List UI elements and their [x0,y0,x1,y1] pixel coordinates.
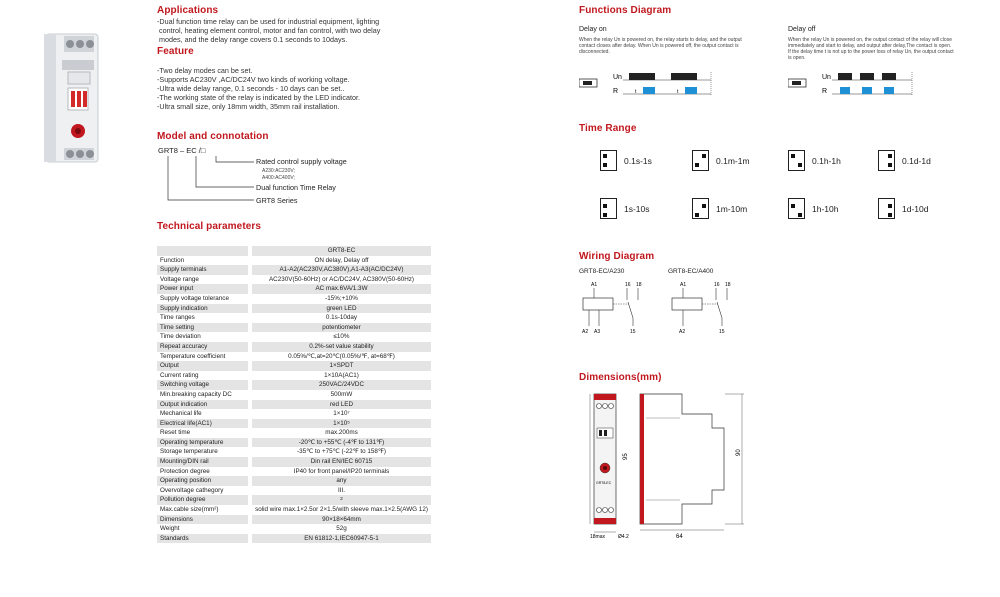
param-name: Supply terminals [157,265,250,275]
table-header-value: GRT8-EC [250,246,431,256]
delay-off-un-label: Un [822,74,831,81]
param-name: Electrical life(AC1) [157,419,250,429]
table-row [157,323,431,333]
param-value: -15%;+10% [250,294,431,304]
param-value: EN 61812-1,IEC60947-5-1 [250,534,431,544]
param-value: ≤10% [250,332,431,342]
switch-dot [798,163,802,167]
table-row [157,428,431,438]
param-name: Storage temperature [157,447,250,457]
table-row [157,438,431,448]
param-value: max.200ms [250,428,431,438]
param-value: red LED [250,400,431,410]
switch-dot [603,204,607,208]
param-value: 0.2%-set value stability [250,342,431,352]
dim-d42: Ø4.2 [618,534,629,540]
time-range-switch-icon [600,198,617,219]
param-name: Weight [157,524,250,534]
param-value: Din rail EN/IEC 60715 [250,457,431,467]
param-name: Output [157,361,250,371]
time-range-switch-icon [600,150,617,171]
delay-on-diagram [579,70,714,98]
table-header-row [157,246,431,256]
table-row [157,400,431,410]
param-value: 90×18×64mm [250,515,431,525]
switch-dot [695,213,699,217]
param-name: Max.cable size(mm²) [157,505,250,515]
param-name: Mechanical life [157,409,250,419]
param-name: Voltage range [157,275,250,285]
dim-h95: 95 [623,453,629,460]
tech-table [157,246,431,543]
param-name: Min.breaking capacity DC [157,390,250,400]
dimensions-drawing [582,388,752,540]
table-row [157,332,431,342]
tech-heading: Technical parameters [157,221,262,232]
table-row [157,419,431,429]
table-row [157,457,431,467]
param-value: 250VAC/24VDC [250,380,431,390]
switch-dot [702,154,706,158]
delay-on-r-label: R [613,88,619,95]
param-value: 500mW [250,390,431,400]
time-range-label: 1m-10m [716,204,748,214]
applications-text: -Dual function time relay can be used for industrial equipment, lighting control, heating element control, motor and fan control, with two delay modes, and the delay range covers 0.1 seconds to 10days. [157,17,381,44]
switch-dot [888,213,892,217]
w1-15: 15 [630,329,636,335]
w2-a2: A2 [679,329,686,335]
table-row [157,284,431,294]
param-name: Temperature coefficient [157,352,250,362]
model-code-type: EC [186,146,197,155]
param-name: Function [157,256,250,266]
model-rated-label: Rated control supply voltage [256,157,347,166]
switch-dot [791,154,795,158]
switch-dot [888,163,892,167]
model-bracket-lines [158,154,258,206]
table-row [157,380,431,390]
model-series-label: GRT8 Series [256,196,298,205]
table-row [157,534,431,544]
param-value: 52g [250,524,431,534]
table-row [157,275,431,285]
w2-15: 15 [719,329,725,335]
param-name: Time setting [157,323,250,333]
table-row [157,476,431,486]
param-value: AC max.6VA/1.3W [250,284,431,294]
w1-a3: A3 [594,329,601,335]
switch-dot [603,154,607,158]
param-value: green LED [250,304,431,314]
param-name: Switching voltage [157,380,250,390]
time-range-label: 0.1m-1m [716,156,750,166]
time-range-switch-icon [788,198,805,219]
param-name: Operating temperature [157,438,250,448]
param-name: Repeat accuracy [157,342,250,352]
dim-front-label: GRT8-EC [596,481,612,485]
switch-dot [888,204,892,208]
model-heading: Model and connotation [157,131,269,142]
param-name: Supply indication [157,304,250,314]
time-range-switch-icon [788,150,805,171]
w1-16: 16 [625,282,631,288]
param-value: ON delay, Delay off [250,256,431,266]
w1-18: 18 [636,282,642,288]
time-range-label: 0.1d-1d [902,156,931,166]
param-name: Current rating [157,371,250,381]
switch-dot [702,204,706,208]
param-name: Time deviation [157,332,250,342]
param-value: AC230V(50-60Hz) or AC/DC24V, AC380V(50-60Hz) [250,275,431,285]
param-name: Dimensions [157,515,250,525]
delay-on-title: Delay on [579,26,607,33]
time-range-label: 1s-10s [624,204,650,214]
table-row [157,304,431,314]
table-row [157,371,431,381]
param-value: IP40 for front panel/IP20 terminals [250,467,431,477]
param-value: 2 [250,495,431,505]
param-name: Standards [157,534,250,544]
w2-18: 18 [725,282,731,288]
model-code-series: GRT8 [158,146,178,155]
feature-text: -Two delay modes can be set. -Supports AC230V ,AC/DC24V two kinds of working voltage. -Ultra wide delay range, 0.1 seconds - 10 days can be set.. -The working state of the relay is indicated by the LED indicator. -Ultra small size, only 18mm width, 35mm rail installation. [157,66,360,111]
w1-a1: A1 [591,282,598,288]
wiring-heading: Wiring Diagram [579,251,655,262]
w1-a2: A2 [582,329,589,335]
table-row [157,256,431,266]
table-row [157,447,431,457]
table-row [157,390,431,400]
time-range-heading: Time Range [579,123,637,134]
param-name: Pollution degree [157,495,250,505]
delay-off-diagram [788,70,918,98]
switch-dot [888,154,892,158]
model-code-voltage: /□ [198,146,206,155]
param-name: Operating position [157,476,250,486]
switch-dot [695,163,699,167]
time-range-switch-icon [878,150,895,171]
table-row [157,313,431,323]
table-row [157,265,431,275]
dimensions-heading: Dimensions(mm) [579,372,662,383]
table-row [157,294,431,304]
time-range-switch-icon [878,198,895,219]
product-photo [38,30,112,170]
param-value: 1×10A(AC1) [250,371,431,381]
param-value: III. [250,486,431,496]
table-row [157,515,431,525]
switch-dot [791,204,795,208]
time-range-label: 0.1h-1h [812,156,841,166]
delay-on-un-label: Un [613,74,622,81]
param-value: potentiometer [250,323,431,333]
param-value: 0.1s-10day [250,313,431,323]
param-name: Power input [157,284,250,294]
functions-heading: Functions Diagram [579,5,672,16]
time-range-switch-icon [692,198,709,219]
model-dual-label: Dual function Time Relay [256,183,336,192]
wiring-diagram-a230 [579,278,649,336]
param-value: solid wire max.1×2.5or 2×1.5/with sleeve max.1×2.5(AWG 12) [250,505,431,515]
param-value: -20℃ to +55℃ (-4℉ to 131℉) [250,438,431,448]
param-name: Mounting/DIN rail [157,457,250,467]
param-name: Time ranges [157,313,250,323]
dim-w18: 18max [590,534,606,540]
delay-off-desc: When the relay Un is powered on, the output contact of the relay will close immediately and start to delay, and output after delay,The contact is open. If the delay time t is not up to the power loss of relay Un, the output contact is open. [788,37,954,61]
time-range-label: 1d-10d [902,204,929,214]
delay-on-desc: When the relay Un is powered on, the relay starts to delay, and the output contact closes after delay. When Un is powered off, the output contact is disconnected. [579,37,742,55]
w2-a1: A1 [680,282,687,288]
param-name: Overvoltage cathegory [157,486,250,496]
wiring-model1: GRT8-EC/A230 [579,268,625,275]
table-row [157,342,431,352]
switch-dot [798,213,802,217]
param-value: any [250,476,431,486]
table-row [157,486,431,496]
dim-h90: 90 [736,449,742,456]
param-name: Protection degree [157,467,250,477]
model-code-sep: – [179,146,185,155]
param-value: A1-A2(AC230V,AC380V),A1-A3(AC/DC24V) [250,265,431,275]
model-rated-opt1: A230:AC230V; [262,168,295,174]
w2-16: 16 [714,282,720,288]
switch-dot [603,163,607,167]
time-range-label: 1h-10h [812,204,839,214]
table-row [157,352,431,362]
wiring-diagram-a400 [668,278,738,336]
wiring-model2: GRT8-EC/A400 [668,268,714,275]
param-value: -35℃ to +75℃ (-22℉ to 158℉) [250,447,431,457]
delay-off-r-label: R [822,88,828,95]
table-row [157,495,431,505]
param-value: 1×SPDT [250,361,431,371]
delay-off-title: Delay off [788,26,816,33]
switch-dot [603,213,607,217]
table-row [157,409,431,419]
delay-on-t2: t [677,89,679,95]
feature-heading: Feature [157,46,194,57]
delay-on-t1: t [635,89,637,95]
time-range-label: 0.1s-1s [624,156,652,166]
param-name: Reset time [157,428,250,438]
dim-w64: 64 [676,534,683,540]
applications-heading: Applications [157,5,219,16]
param-value: 1×10⁵ [250,419,431,429]
table-row [157,505,431,515]
param-name: Output indication [157,400,250,410]
table-row [157,524,431,534]
table-row [157,361,431,371]
param-value: 1×10⁷ [250,409,431,419]
param-value: 0.05%/℃,at=20℃(0.05%/℉, at=68℉) [250,352,431,362]
table-row [157,467,431,477]
param-name: Supply voltage tolerance [157,294,250,304]
model-rated-opt2: A400:AC400V; [262,175,295,181]
time-range-switch-icon [692,150,709,171]
